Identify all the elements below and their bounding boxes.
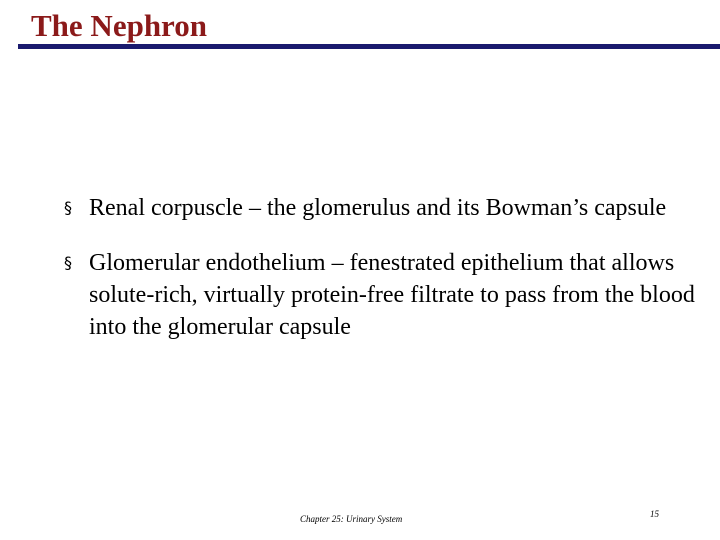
bullet-marker-icon: § [64,198,72,217]
bullet-list [64,192,714,366]
bullet-item [64,247,714,343]
page-number: 15 [650,509,659,519]
slide-footer: Chapter 25: Urinary System [300,514,403,524]
bullet-item [64,192,714,224]
slide-title: The Nephron [31,8,207,43]
bullet-text: Glomerular endothelium – fenestrated epithelium that allows solute-rich, virtually protein-free filtrate to pass from the blood into the glomerular capsule [89,250,695,340]
title-underline-rule [18,44,720,49]
bullet-marker-icon: § [64,253,72,272]
bullet-text: Renal corpuscle – the glomerulus and its Bowman’s capsule [89,195,667,221]
